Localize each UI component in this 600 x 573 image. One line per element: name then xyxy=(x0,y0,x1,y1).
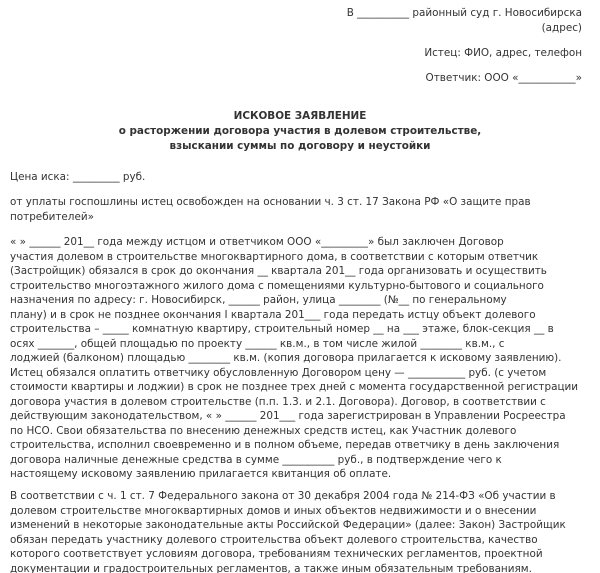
fee-paragraph xyxy=(10,195,590,224)
paragraph-line: которого соответствует условиям договора, требованиям технических регламентов, проектной xyxy=(10,548,543,560)
paragraph-line: В соответствии с ч. 1 ст. 7 Федерального закона от 30 декабря 2004 года № 214-ФЗ «Об участии в xyxy=(10,490,556,502)
paragraph-line: строительство многоэтажного жилого дома с помещениями культурно-бытового и социального xyxy=(10,279,544,292)
defendant-line: Ответчик: ООО «___________» xyxy=(425,72,582,84)
paragraph-line: Истец обязался оплатить ответчику обусловленную Договором цену — ___________ руб. (с учетом xyxy=(10,366,547,379)
main-paragraph xyxy=(10,235,590,482)
paragraph-line: потребителей» xyxy=(10,210,94,223)
paragraph-line: от уплаты госпошлины истец освобожден на основании ч. 3 ст. 17 Закона РФ «О защите прав xyxy=(10,196,531,208)
paragraph-line: стоимости квартиры и лоджии) в срок не позднее трех дней с момента государственной регистрации xyxy=(10,381,579,393)
paragraph-line: обязан передать участнику долевого строительства объект долевого строительства, качество xyxy=(10,533,538,546)
paragraph-line: « » ______ 201__ года между истцом и ответчиком ООО «_________» был заключен Договор xyxy=(10,236,504,248)
document-title: ИСКОВОЕ ЗАЯВЛЕНИЕ xyxy=(233,110,367,122)
paragraph-line: документации и градостроительных регламентов, а также иным обязательным требованиям. xyxy=(10,562,532,573)
law-paragraph xyxy=(10,489,590,573)
paragraph-line: договора участия в долевом строительстве (п.п. 1.3. и 2.1. Договора). Договор, в соответствии с xyxy=(10,395,546,408)
paragraph-line: строительства – _____ комнатную квартиру, строительный номер __ на ___ этаже, блок-секция __ в xyxy=(10,323,554,335)
document-subtitle-2: взыскании суммы по договору и неустойки xyxy=(169,140,431,152)
plaintiff-line: Истец: ФИО, адрес, телефон xyxy=(424,47,582,59)
paragraph-line: по НСО. Свои обязательства по внесению денежных средств истец, как Участник долевого xyxy=(10,424,517,437)
paragraph-line: участия долевом в строительстве многоквартирного дома, в соответствии с которым ответчик xyxy=(10,250,539,263)
paragraph-line: плану) и в срок не позднее окончания I квартала 201___ года передать истцу объект долевого xyxy=(10,308,536,321)
court-address: (адрес) xyxy=(541,22,582,34)
paragraph-line: договора наличные денежные средства в сумме __________ руб., в подтверждение чего к xyxy=(10,453,502,466)
paragraph-line: изменений в некоторые законодательные акты Российской Федерации» (далее: Закон) Застройщик xyxy=(10,519,566,531)
court-line: В __________ районный суд г. Новосибирска xyxy=(346,7,582,19)
paragraph-line: действующим законодательством, « » ______ 201___ года зарегистрирован в Управлении Росреестра xyxy=(10,410,566,422)
paragraph-line: настоящему исковому заявлению прилагается квитанция об оплате. xyxy=(10,468,392,480)
paragraph-line: (Застройщик) обязался в срок до окончания __ квартала 201__ года организовать и осуществить xyxy=(10,265,547,277)
paragraph-line: долевом строительстве многоквартирных домов и иных объектов недвижимости и о внесении xyxy=(10,504,537,517)
document-subtitle-1: о расторжении договора участия в долевом строительстве, xyxy=(118,125,482,137)
claim-price: Цена иска: _________ руб. xyxy=(10,171,146,183)
paragraph-line: осях _______, общей площадью по проекту ______ кв.м., в том числе жилой ________ кв.м., с xyxy=(10,337,505,350)
paragraph-line: лоджией (балконом) площадью ________ кв.м. (копия договора прилагается к исковому заявлению). xyxy=(10,352,562,364)
paragraph-line: строительства, исполнил своевременно и в полном объеме, передав ответчику в день заключения xyxy=(10,439,560,451)
paragraph-line: назначения по адресу: г. Новосибирск, ______ район, улица ________ (№__ по генеральному xyxy=(10,294,507,306)
